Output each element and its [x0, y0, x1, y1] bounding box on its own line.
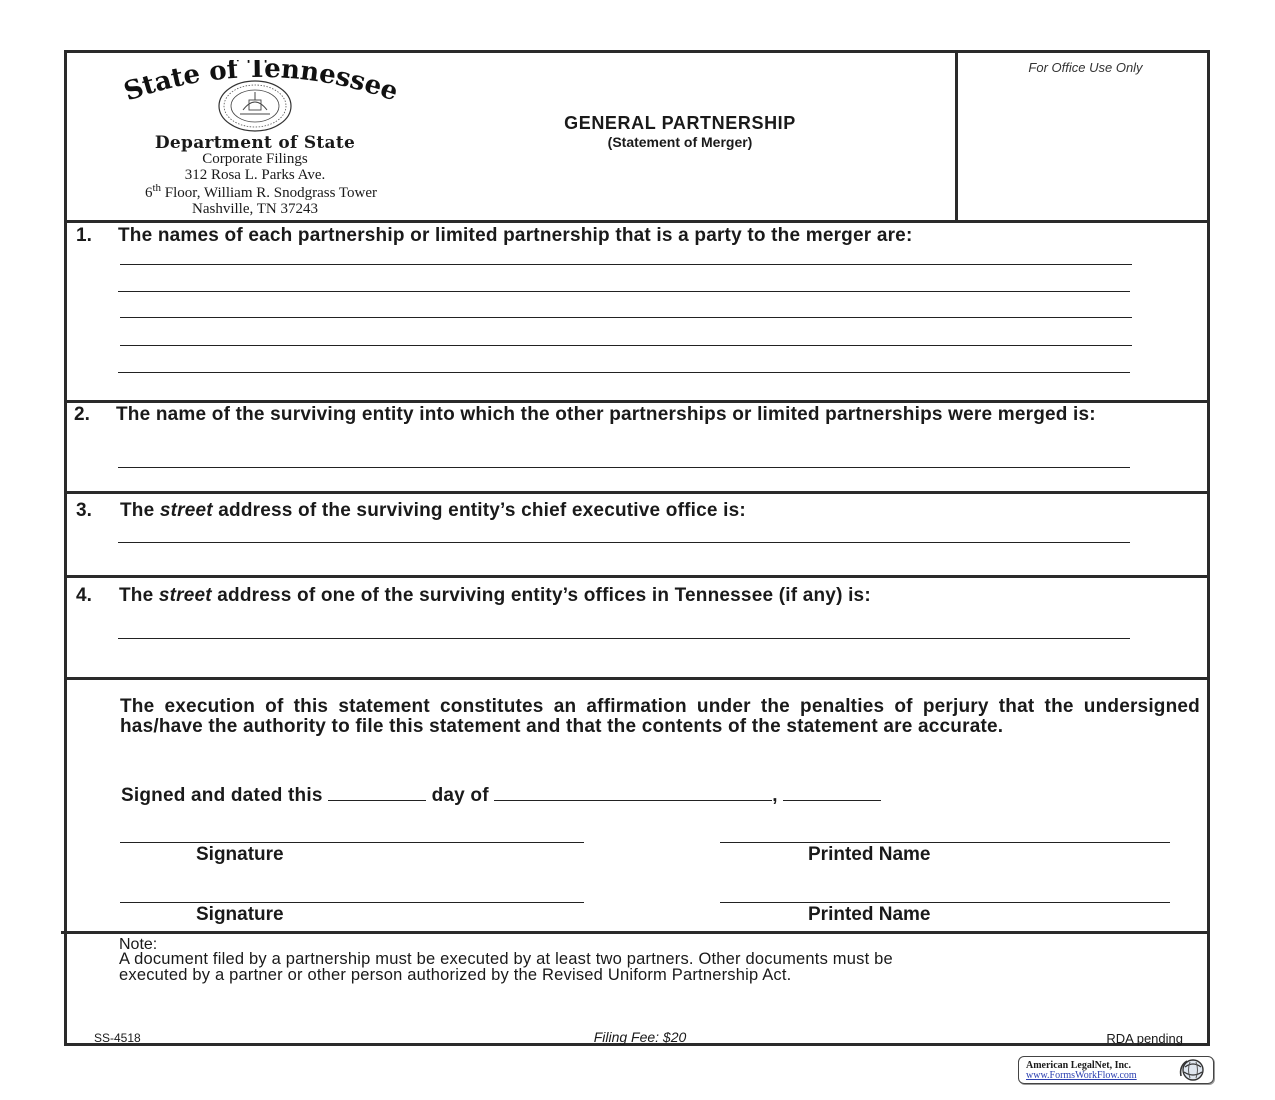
q2-text: The name of the surviving entity into which the other partnerships or limited partnerships were merged is:: [116, 404, 1096, 425]
state-seal-icon: [218, 80, 292, 132]
q3-number: 3.: [76, 500, 92, 521]
q1-line-5[interactable]: [118, 372, 1130, 373]
department-name: Department of State: [154, 133, 356, 153]
form-number: SS-4518: [94, 1031, 141, 1045]
signed-text-1: Signed and dated this: [121, 785, 323, 806]
rda-status: RDA pending: [1106, 1031, 1183, 1046]
affirmation-text: The execution of this statement constitutes an affirmation under the penalties of perjury that the undersigned has/have the authority to file this statement and that the contents of the statement are accurate.: [120, 696, 1200, 737]
q1-line-1[interactable]: [120, 264, 1132, 265]
office-use-divider: [955, 53, 958, 221]
address-line-street: 312 Rosa L. Parks Ave.: [184, 167, 326, 183]
signature-label-1: Signature: [196, 844, 284, 865]
q3-text-post: address of the surviving entity’s chief executive office is:: [212, 500, 746, 521]
globe-icon: [1177, 1058, 1209, 1087]
q3-text: [120, 500, 1200, 521]
legalnet-badge[interactable]: [1018, 1056, 1214, 1084]
printed-name-line-1[interactable]: [720, 842, 1170, 843]
floor-rest: Floor, William R. Snodgrass Tower: [164, 185, 377, 201]
note-line-2: executed by a partner or other person authorized by the Revised Uniform Partnership Act.: [119, 966, 792, 984]
q3-text-pre: The: [120, 500, 160, 521]
signed-comma: ,: [772, 785, 778, 806]
note-line-1: A document filed by a partnership must be executed by at least two partners. Other documents must be: [119, 950, 893, 968]
form-title: GENERAL PARTNERSHIP: [564, 113, 796, 133]
divider-q3: [67, 575, 1207, 578]
note-body: [119, 951, 1199, 983]
q2-number: 2.: [74, 404, 90, 425]
q4-number: 4.: [76, 585, 92, 606]
q1-line-4[interactable]: [120, 345, 1132, 346]
month-blank[interactable]: [494, 784, 772, 801]
divider-signatures: [61, 931, 1207, 934]
q4-text-em: street: [158, 585, 212, 606]
q4-line[interactable]: [118, 638, 1130, 639]
q1-text: The names of each partnership or limited partnership that is a party to the merger are:: [118, 225, 913, 246]
divider-q1: [67, 400, 1207, 403]
q1-line-2[interactable]: [118, 291, 1130, 292]
address-line-floor: [96, 182, 426, 202]
q4-text: [119, 585, 1199, 606]
note-title: Note:: [119, 936, 158, 953]
signature-label-2: Signature: [196, 904, 284, 925]
q1-number: 1.: [76, 225, 92, 246]
divider-header: [67, 220, 1207, 223]
state-title: State of Tennessee: [120, 60, 402, 108]
divider-q2: [67, 491, 1207, 494]
form-subtitle: (Statement of Merger): [607, 134, 753, 150]
address-block: [130, 151, 380, 183]
q4-text-pre: The: [119, 585, 159, 606]
q3-line[interactable]: [118, 542, 1130, 543]
signature-line-2[interactable]: [120, 902, 584, 903]
signed-text-2: day of: [431, 785, 489, 806]
floor-ordinal: 6: [144, 185, 153, 201]
day-blank[interactable]: [328, 784, 426, 801]
signed-dated-line: [121, 784, 1021, 806]
q1-line-3[interactable]: [120, 317, 1132, 318]
printed-name-label-2: Printed Name: [808, 904, 931, 925]
printed-name-label-1: Printed Name: [808, 844, 931, 865]
q4-text-post: address of one of the surviving entity’s offices in Tennessee (if any) is:: [211, 585, 871, 606]
q2-line[interactable]: [118, 467, 1130, 468]
address-line-corporate: Corporate Filings: [202, 151, 308, 167]
office-use-label: For Office Use Only: [1028, 60, 1143, 75]
q3-text-em: street: [159, 500, 213, 521]
floor-suffix: th: [152, 182, 162, 194]
address-line-city: Nashville, TN 37243: [192, 201, 318, 217]
year-blank[interactable]: [783, 784, 881, 801]
signature-line-1[interactable]: [120, 842, 584, 843]
printed-name-line-2[interactable]: [720, 902, 1170, 903]
filing-fee: Filing Fee: $20: [593, 1029, 687, 1045]
badge-company: American LegalNet, Inc.: [1026, 1060, 1131, 1071]
badge-url[interactable]: www.FormsWorkFlow.com: [1026, 1070, 1137, 1081]
divider-q4: [67, 677, 1207, 680]
